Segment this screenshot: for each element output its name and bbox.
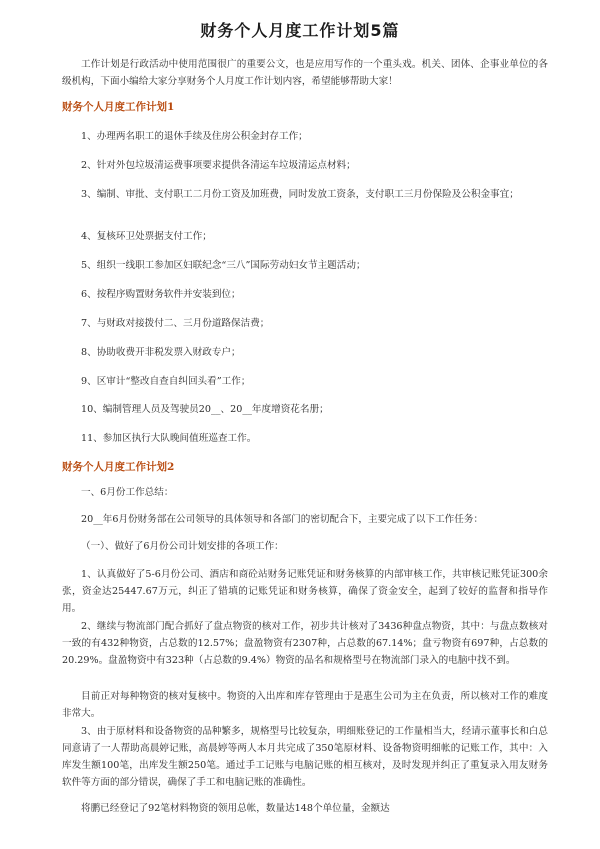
list-item: 7、与财政对接拨付二、三月份道路保洁费；: [81, 318, 270, 329]
list-item: 6、按程序购置财务软件并安装到位；: [81, 289, 241, 300]
list-item: 3、编制、审批、支付职工二月份工资及加班费，同时发放工资条，支付职工三月份保险及公积金事宜；: [81, 189, 519, 200]
list-item: 5、组织一线职工参加区妇联纪念“三八”国际劳动妇女节主题活动；: [81, 260, 366, 271]
paragraph: 目前正对每种物资的核对复核中。物资的入出库和库存管理由于是惠生公司为主在负责，所以核对工作的难度非常大。: [62, 691, 548, 719]
paragraph: 将鹏已经登记了92笔材料物资的领用总帐，数量达148个单位量，金额达: [81, 803, 390, 814]
paragraph: 1、认真做好了5-6月份公司、酒店和商砼站财务记账凭证和财务核算的内部审核工作，共审核记账凭证300余张，资金达25447.67万元，纠正了错填的记账凭证和财务核算，确保了资金安全，起到了较好的监督和指导作用。: [62, 569, 548, 614]
paragraph: （一）、做好了6月份公司计划安排的各项工作：: [81, 541, 284, 552]
paragraph: 一、6月份工作总结：: [81, 487, 174, 498]
list-item: 11、参加区执行大队晚间值班巡查工作。: [81, 433, 257, 444]
list-item: 1、办理两名职工的退休手续及住房公积金封存工作；: [81, 131, 308, 142]
list-item: 10、编制管理人员及驾驶员20__、20__年度增资花名册；: [81, 404, 329, 415]
section-heading-2: 财务个人月度工作计划2: [62, 461, 175, 473]
list-item: 8、协助收费开非税发票入财政专户；: [81, 347, 241, 358]
list-item: 9、区审计“整改自查自纠回头看”工作；: [81, 376, 251, 387]
paragraph: 20__年6月份财务部在公司领导的具体领导和各部门的密切配合下，主要完成了以下工作任务：: [81, 514, 484, 525]
paragraph: 2、继续与物流部门配合抓好了盘点物资的核对工作，初步共计核对了3436种盘点物资，其中：与盘点数核对一致的有432种物资，占总数的12.57%；盘盈物资有2307种，占总数的67.14%；盘亏物资有697种，占总数的20.29%。盘盈物资中有323种（占总数的9.4%）物资的品名和规格型号在物流部门录入的电脑中找不到。: [62, 621, 548, 666]
intro-paragraph: 工作计划是行政活动中使用范围很广的重要公文，也是应用写作的一个重头戏。机关、团体、企事业单位的各级机构，下面小编给大家分享财务个人月度工作计划内容，希望能够帮助大家！: [62, 59, 548, 87]
page-title: 财务个人月度工作计划5篇: [200, 21, 400, 40]
list-item: 2、针对外包垃圾清运费事项要求提供各清运车垃圾清运点材料；: [81, 160, 356, 171]
paragraph: 3、由于原材料和设备物资的品种繁多，规格型号比较复杂，明细账登记的工作量相当大，经请示董事长和白总同意请了一人帮助高晨婷记账，高晨婷等两人本月共完成了350笔原材料、设备物资明细帐的记账工作，其中：入库发生额100笔，出库发生额250笔。通过手工记账与电脑记账的相互核对，及时发现并纠正了重复录入用友财务软件等方面的部分错误，确保了手工和电脑记账的准确性。: [62, 726, 548, 788]
list-item: 4、复核环卫处票据支付工作；: [81, 231, 212, 242]
section-heading-1: 财务个人月度工作计划1: [62, 101, 175, 113]
